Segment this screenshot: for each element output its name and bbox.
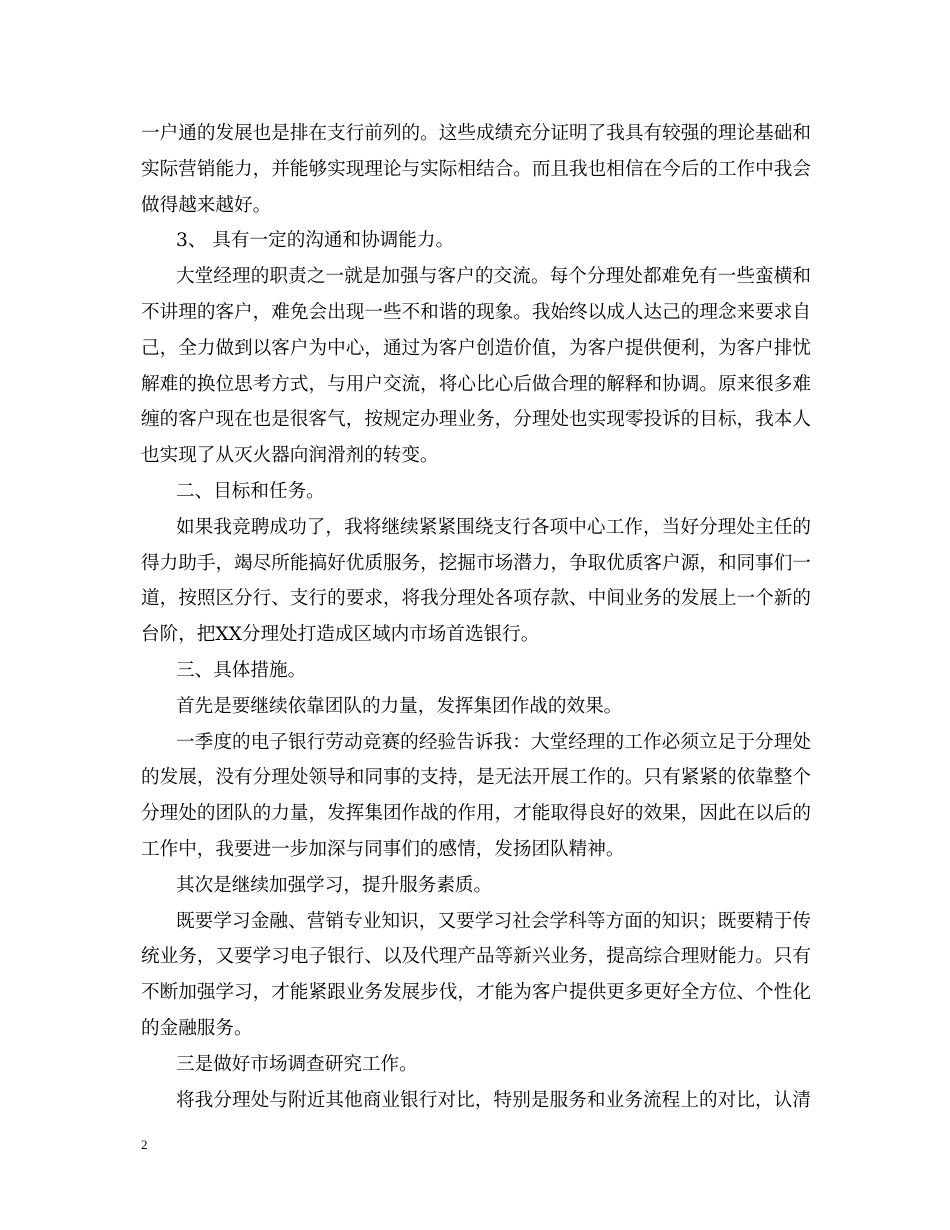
- section-heading: 三、具体措施。: [176, 659, 307, 681]
- paragraph-line: 工作中，我要进一步加深与同事们的感情，发扬团队精神。: [141, 838, 625, 860]
- page-number: 2: [141, 1137, 148, 1152]
- paragraph-line: 己，全力做到以客户为中心，通过为客户创造价值，为客户提供便利，为客户排忧: [141, 337, 811, 359]
- paragraph-line: 一季度的电子银行劳动竞赛的经验告诉我：大堂经理的工作必须立足于分理处: [176, 731, 811, 753]
- document-body: [141, 116, 811, 1118]
- paragraph-line: 不讲理的客户，难免会出现一些不和谐的现象。我始终以成人达己的理念来要求自: [141, 301, 811, 323]
- paragraph-line: 一户通的发展也是排在支行前列的。这些成绩充分证明了我具有较强的理论基础和: [141, 123, 811, 144]
- paragraph-line: 分理处的团队的力量，发挥集团作战的作用，才能取得良好的效果，因此在以后的: [141, 803, 811, 825]
- paragraph-line: 实际营销能力，并能够实现理论与实际相结合。而且我也相信在今后的工作中我会: [141, 158, 811, 180]
- paragraph-line: 不断加强学习，才能紧跟业务发展步伐，才能为客户提供更多更好全方位、个性化: [141, 982, 811, 1004]
- paragraph-line: 其次是继续加强学习，提升服务素质。: [176, 874, 493, 896]
- section-heading: 二、目标和任务。: [176, 480, 325, 502]
- paragraph-line: 统业务，又要学习电子银行、以及代理产品等新兴业务，提高综合理财能力。只有: [141, 946, 811, 968]
- paragraph-line: 缠的客户现在也是很客气，按规定办理业务，分理处也实现零投诉的目标，我本人: [141, 409, 811, 431]
- paragraph-line: 也实现了从灭火器向润滑剂的转变。: [141, 445, 439, 467]
- paragraph-line: 三是做好市场调查研究工作。: [176, 1053, 418, 1075]
- section-heading: 3、 具有一定的沟通和协调能力。: [176, 230, 455, 252]
- paragraph-line: 大堂经理的职责之一就是加强与客户的交流。每个分理处都难免有一些蛮横和: [176, 266, 811, 288]
- paragraph-line: 首先是要继续依靠团队的力量，发挥集团作战的效果。: [176, 695, 623, 717]
- paragraph-line: 台阶，把XX分理处打造成区域内市场首选银行。: [141, 624, 540, 646]
- paragraph-line: 得力助手，竭尽所能搞好优质服务，挖掘市场潜力，争取优质客户源，和同事们一: [141, 552, 811, 574]
- paragraph-line: 将我分理处与附近其他商业银行对比，特别是服务和业务流程上的对比，认清: [176, 1089, 811, 1111]
- paragraph-line: 解难的换位思考方式，与用户交流，将心比心后做合理的解释和协调。原来很多难: [141, 373, 811, 395]
- paragraph-line: 的发展，没有分理处领导和同事的支持，是无法开展工作的。只有紧紧的依靠整个: [141, 767, 811, 789]
- paragraph-line: 做得越来越好。: [141, 194, 272, 216]
- paragraph-line: 既要学习金融、营销专业知识，又要学习社会学科等方面的知识；既要精于传: [176, 910, 811, 932]
- paragraph-line: 如果我竞聘成功了，我将继续紧紧围绕支行各项中心工作，当好分理处主任的: [176, 516, 811, 538]
- paragraph-line: 道，按照区分行、支行的要求，将我分理处各项存款、中间业务的发展上一个新的: [141, 588, 811, 610]
- paragraph-line: 的金融服务。: [141, 1017, 253, 1039]
